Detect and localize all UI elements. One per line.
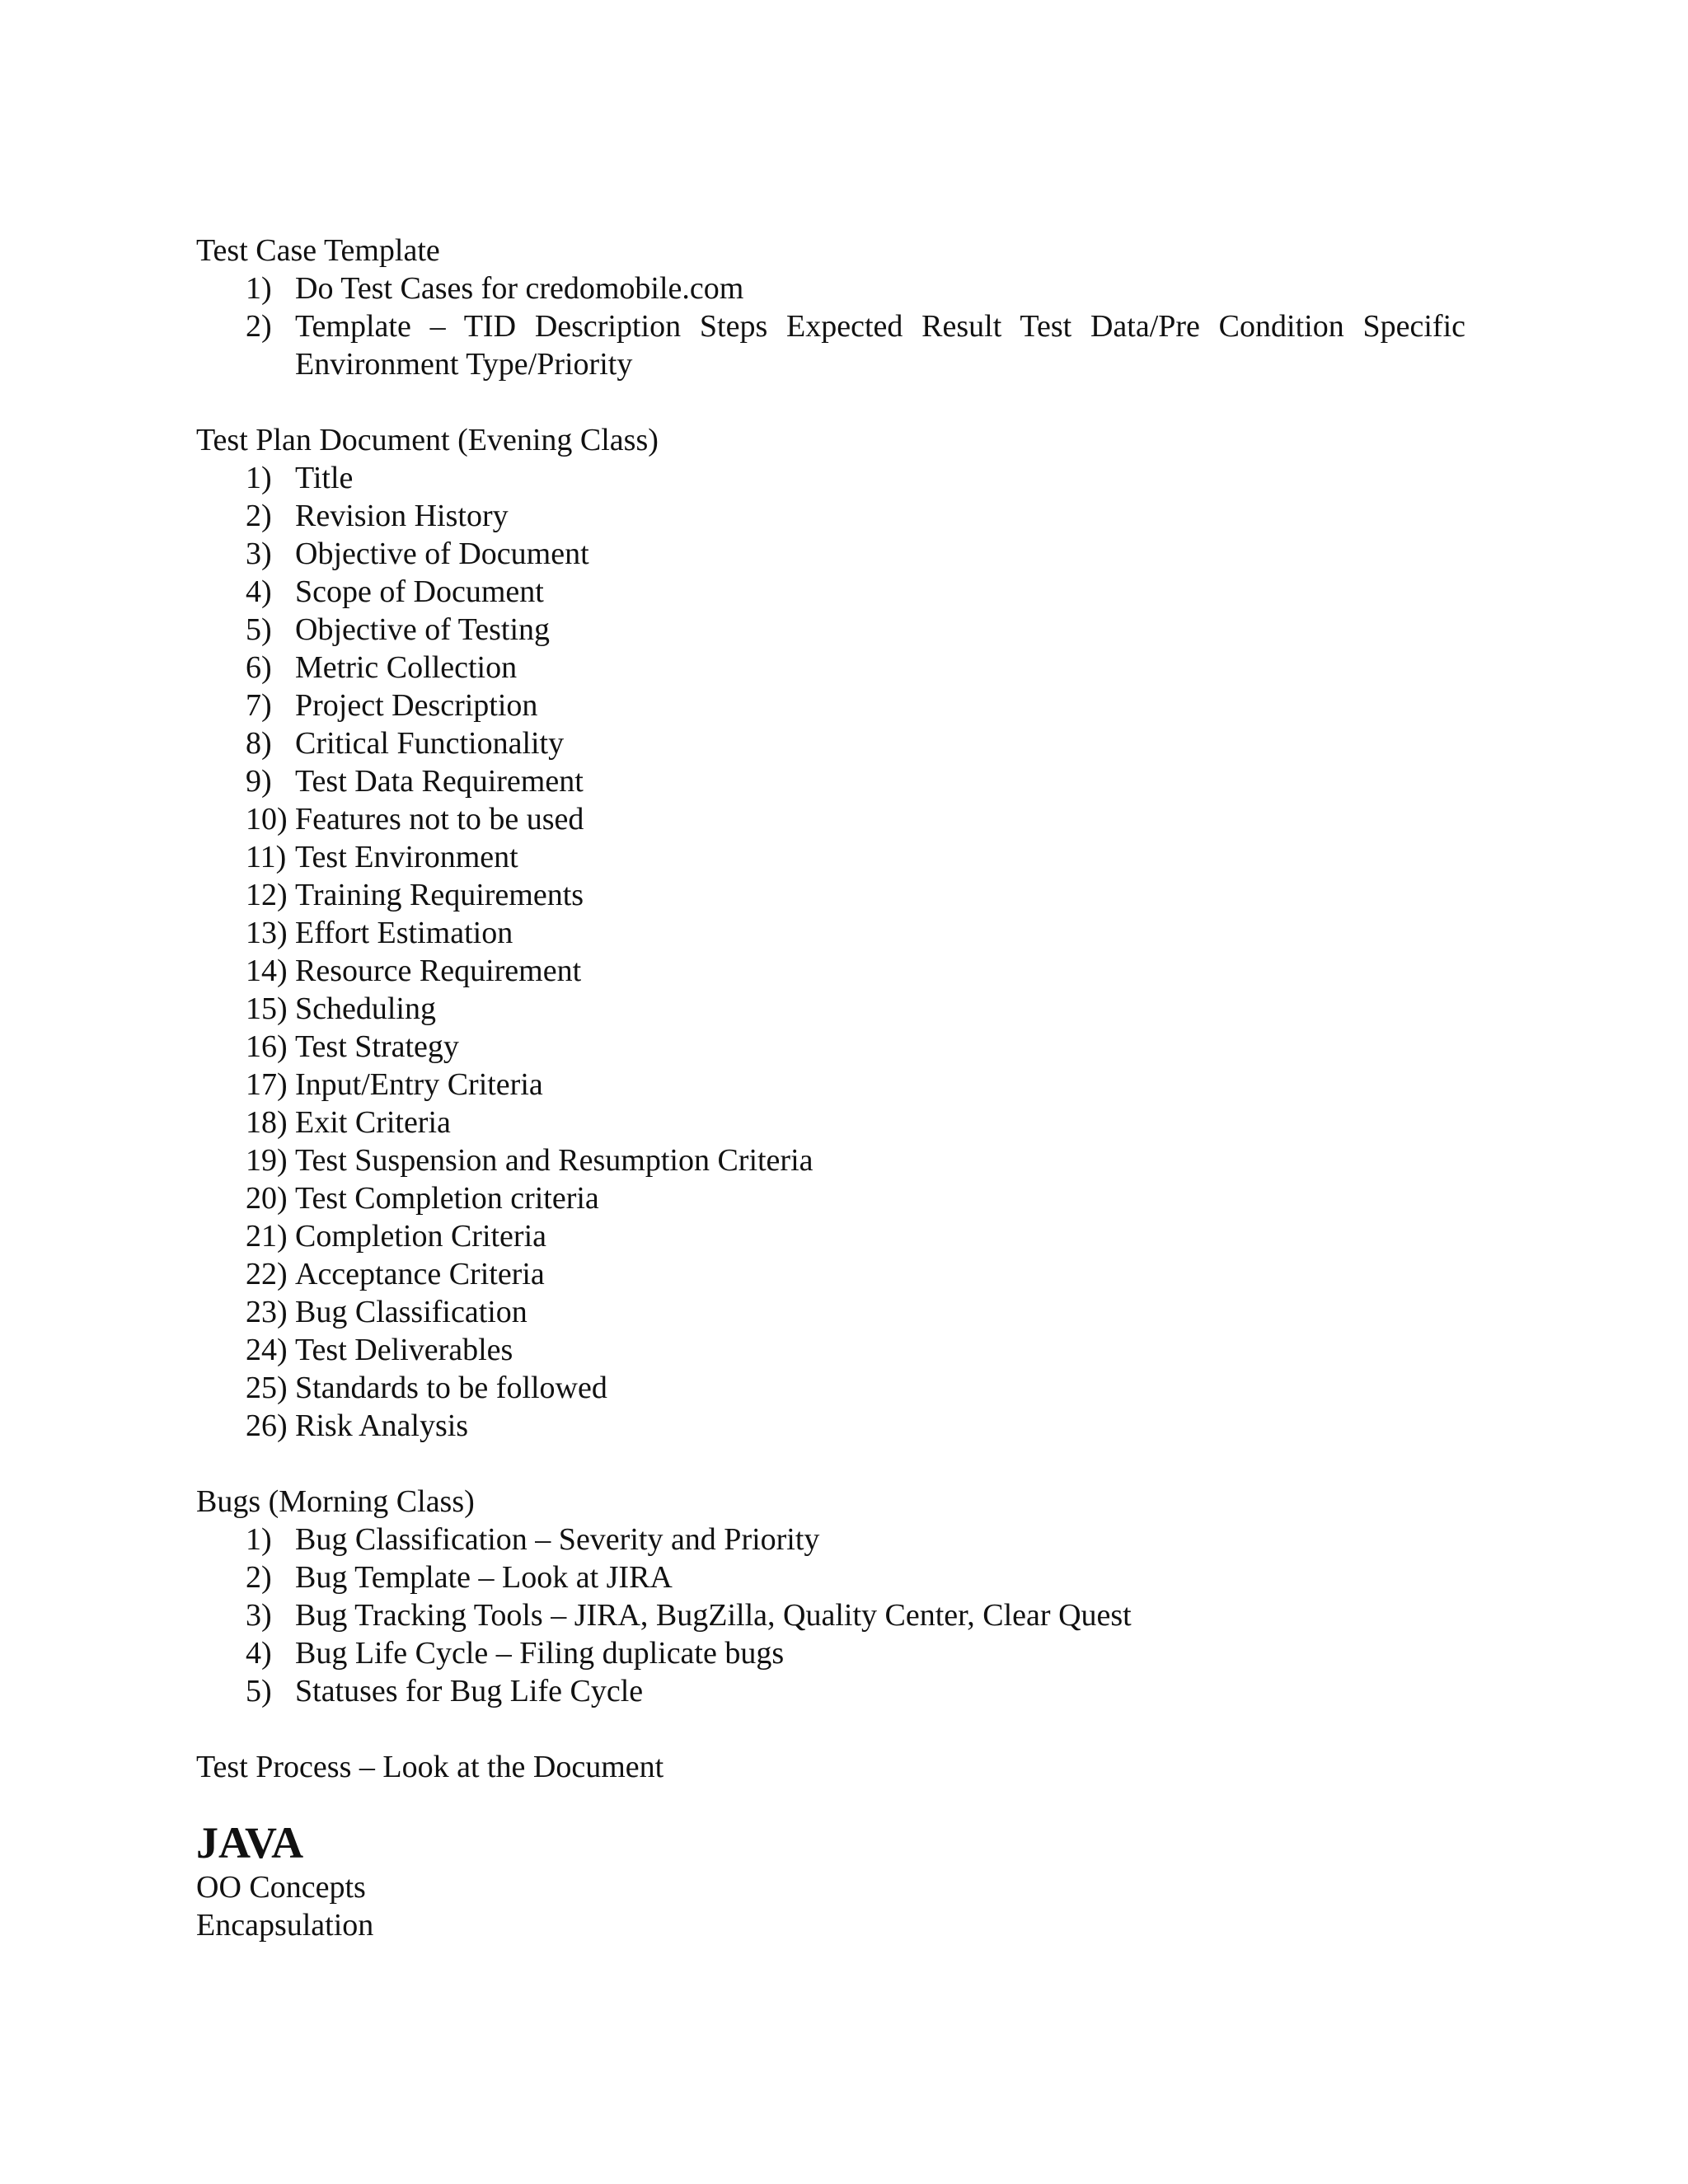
list-item-text: Project Description [295,688,538,723]
list-number: 7) [246,688,272,723]
list-item-text: Objective of Testing [295,612,551,647]
list-number: 12) [246,878,288,912]
list-item [196,1217,1465,1255]
list-item-text: Exit Criteria [295,1105,451,1140]
list-item-text: Bug Life Cycle – Filing duplicate bugs [295,1636,785,1671]
list-item [196,1104,1465,1141]
list-item-text: Scheduling [295,991,436,1026]
list-item [196,1066,1465,1104]
list-number: 2) [246,1560,272,1595]
section-heading: Test Plan Document (Evening Class) [196,423,659,457]
list-item [196,1255,1465,1293]
spacer [196,1710,1465,1748]
list-item-text: Bug Classification [295,1295,528,1329]
list-number: 5) [246,1674,272,1708]
list-item [196,876,1465,914]
list-item [196,1179,1465,1217]
list-item-text: Test Data Requirement [295,764,584,799]
list-number: 21) [246,1219,288,1254]
list-number: 22) [246,1257,288,1291]
section-java [196,1817,1465,1944]
list-item-text: Standards to be followed [295,1371,607,1405]
list-item-text: Template – TID Description Steps Expected Result Test Data/Pre Condition Specific Environment Type/Priority [295,309,1465,382]
list-number: 23) [246,1295,288,1329]
list-item [196,724,1465,762]
list-number: 17) [246,1067,288,1102]
list-number: 1) [246,461,272,495]
list-item-text: Statuses for Bug Life Cycle [295,1674,644,1708]
list-item-text: Bug Classification – Severity and Priority [295,1522,820,1557]
list-item [196,1596,1465,1634]
section-heading: Bugs (Morning Class) [196,1484,475,1519]
numbered-list [196,1521,1465,1710]
list-item [196,1558,1465,1596]
list-item [196,307,1465,383]
list-item [196,497,1465,535]
list-item-text: Effort Estimation [295,916,513,950]
list-number: 10) [246,802,288,837]
list-number: 11) [246,840,287,874]
list-item [196,611,1465,649]
list-item-text: Metric Collection [295,650,518,685]
list-number: 4) [246,1636,272,1671]
list-item-text: Do Test Cases for credomobile.com [295,271,744,306]
list-item-text: Revision History [295,499,509,533]
list-item-text: Resource Requirement [295,954,582,988]
list-item [196,1634,1465,1672]
list-item [196,649,1465,687]
list-number: 24) [246,1333,288,1367]
list-number: 9) [246,764,272,799]
document-page [196,232,1465,1944]
list-item-text: Acceptance Criteria [295,1257,545,1291]
list-item [196,1521,1465,1558]
list-item-text: Completion Criteria [295,1219,547,1254]
list-number: 18) [246,1105,288,1140]
list-item-text: Risk Analysis [295,1408,469,1443]
list-item [196,1672,1465,1710]
list-number: 4) [246,574,272,609]
section-test-case-template [196,232,1465,383]
list-number: 5) [246,612,272,647]
list-item-text: Training Requirements [295,878,584,912]
list-item [196,687,1465,724]
list-item-text: Critical Functionality [295,726,565,761]
list-item [196,838,1465,876]
numbered-list [196,269,1465,383]
list-item-text: Bug Tracking Tools – JIRA, BugZilla, Quality Center, Clear Quest [295,1598,1132,1633]
list-item-text: Input/Entry Criteria [295,1067,543,1102]
list-number: 16) [246,1029,288,1064]
list-number: 3) [246,537,272,571]
list-item [196,990,1465,1028]
numbered-list [196,459,1465,1445]
list-item [196,573,1465,611]
list-item-text: Bug Template – Look at JIRA [295,1560,673,1595]
list-item [196,762,1465,800]
list-item-text: Test Deliverables [295,1333,513,1367]
list-number: 8) [246,726,272,761]
section-test-plan-document [196,421,1465,1445]
list-number: 26) [246,1408,288,1443]
list-item [196,535,1465,573]
list-item [196,459,1465,497]
list-number: 1) [246,271,272,306]
list-item-text: Test Strategy [295,1029,459,1064]
section-bugs [196,1483,1465,1710]
list-number: 15) [246,991,288,1026]
list-item-text: Test Suspension and Resumption Criteria [295,1143,814,1178]
list-item-text: Scope of Document [295,574,544,609]
list-number: 14) [246,954,288,988]
list-number: 6) [246,650,272,685]
list-item-text: Objective of Document [295,537,589,571]
list-item [196,1407,1465,1445]
list-item-text: Title [295,461,354,495]
list-item-text: Features not to be used [295,802,584,837]
list-item [196,1293,1465,1331]
java-line: OO Concepts [196,1870,366,1905]
list-item [196,1028,1465,1066]
test-process-line: Test Process – Look at the Document [196,1750,664,1784]
list-item [196,952,1465,990]
java-heading: JAVA [196,1818,304,1868]
java-line: Encapsulation [196,1908,374,1943]
list-item-text: Test Environment [295,840,518,874]
list-number: 20) [246,1181,288,1216]
list-item [196,1369,1465,1407]
section-heading: Test Case Template [196,233,440,268]
list-number: 3) [246,1598,272,1633]
list-number: 25) [246,1371,288,1405]
list-item [196,1141,1465,1179]
list-item-text: Test Completion criteria [295,1181,599,1216]
list-number: 2) [246,309,272,344]
list-item [196,269,1465,307]
spacer [196,383,1465,421]
spacer [196,1445,1465,1483]
list-number: 19) [246,1143,288,1178]
spacer [196,1786,1465,1811]
list-number: 2) [246,499,272,533]
list-number: 13) [246,916,288,950]
list-item [196,914,1465,952]
list-item [196,1331,1465,1369]
list-number: 1) [246,1522,272,1557]
list-item [196,800,1465,838]
